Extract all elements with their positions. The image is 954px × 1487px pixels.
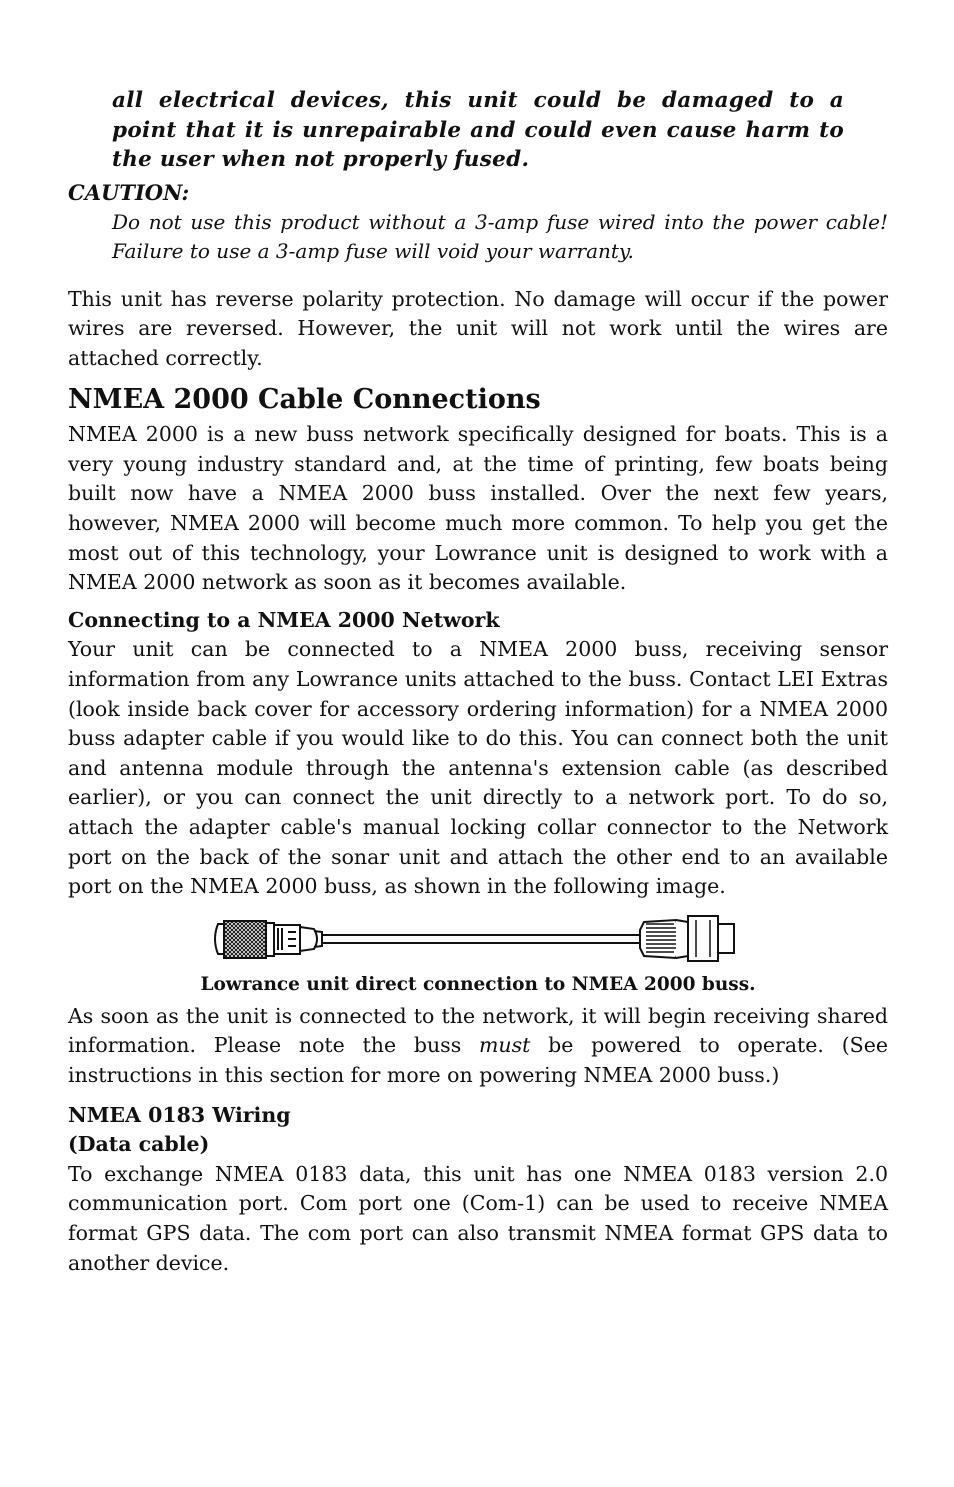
after-figure-paragraph [68, 1002, 888, 1091]
connecting-paragraph: Your unit can be connected to a NMEA 2000 buss, receiving sensor information from any Lowrance units attached to the buss. Contact LEI Extras (look inside back cover for accessory ordering information) for a NMEA 2000 buss adapter cable if you would like to do this. You can connect both the unit and antenna module through the antenna's extension cable (as described earlier), or you can connect the unit directly to a network port. To do so, attach the adapter cable's manual locking collar connector to the Network port on the back of the sonar unit and attach the other end to an available port on the NMEA 2000 buss, as shown in the following image. [68, 637, 888, 899]
nmea2000-cable-illustration [210, 912, 740, 968]
caution-text: Do not use this product without a 3-amp fuse wired into the power cable! Failure to use a 3-amp fuse will void your warranty. [112, 209, 888, 263]
nmea0183-paragraph: To exchange NMEA 0183 data, this unit has one NMEA 0183 version 2.0 communication port. Com port one (Com-1) can be used to receive NMEA format GPS data. The com port can also transmit NMEA format GPS data to another device. [68, 1161, 888, 1275]
left-connector [215, 921, 322, 958]
nmea2000-intro-paragraph: NMEA 2000 is a new buss network specifically designed for boats. This is a very young industry standard and, at the time of printing, few boats being built now have a NMEA 2000 buss installed. Over the next few years, however, NMEA 2000 will become much more common. To help you get the most out of this technology, your Lowrance unit is designed to work with a NMEA 2000 network as soon as it becomes available. [68, 422, 888, 595]
nmea0183-heading-line2: (Data cable) [68, 1132, 210, 1157]
manual-page [68, 86, 888, 1278]
fuse-warning-text: all electrical devices, this unit could be damaged to a point that it is unrepairable and could even cause harm to the user when not properly fused. [112, 88, 844, 172]
after-figure-text-2: be powered to operate. (See instructions in this section for more on powering NMEA 2000 buss.) [68, 1033, 888, 1087]
polarity-paragraph: This unit has reverse polarity protection. No damage will occur if the power wires are reversed. However, the unit will not work until the wires are attached correctly. [68, 286, 888, 370]
right-connector [640, 916, 734, 961]
figure-caption: Lowrance unit direct connection to NMEA 2000 buss. [200, 973, 756, 995]
section-title: NMEA 2000 Cable Connections [68, 384, 541, 416]
cable-line [322, 935, 640, 943]
connecting-heading: Connecting to a NMEA 2000 Network [68, 607, 500, 632]
nmea0183-heading [68, 1101, 888, 1160]
after-figure-text-1: As soon as the unit is connected to the network, it will begin receiving shared information. Please note the buss [68, 1003, 888, 1058]
emphasis-must: must [478, 1033, 531, 1058]
nmea0183-heading-line1: NMEA 0183 Wiring [68, 1102, 291, 1127]
caution-label: CAUTION: [68, 179, 190, 205]
cable-figure [68, 902, 888, 1002]
